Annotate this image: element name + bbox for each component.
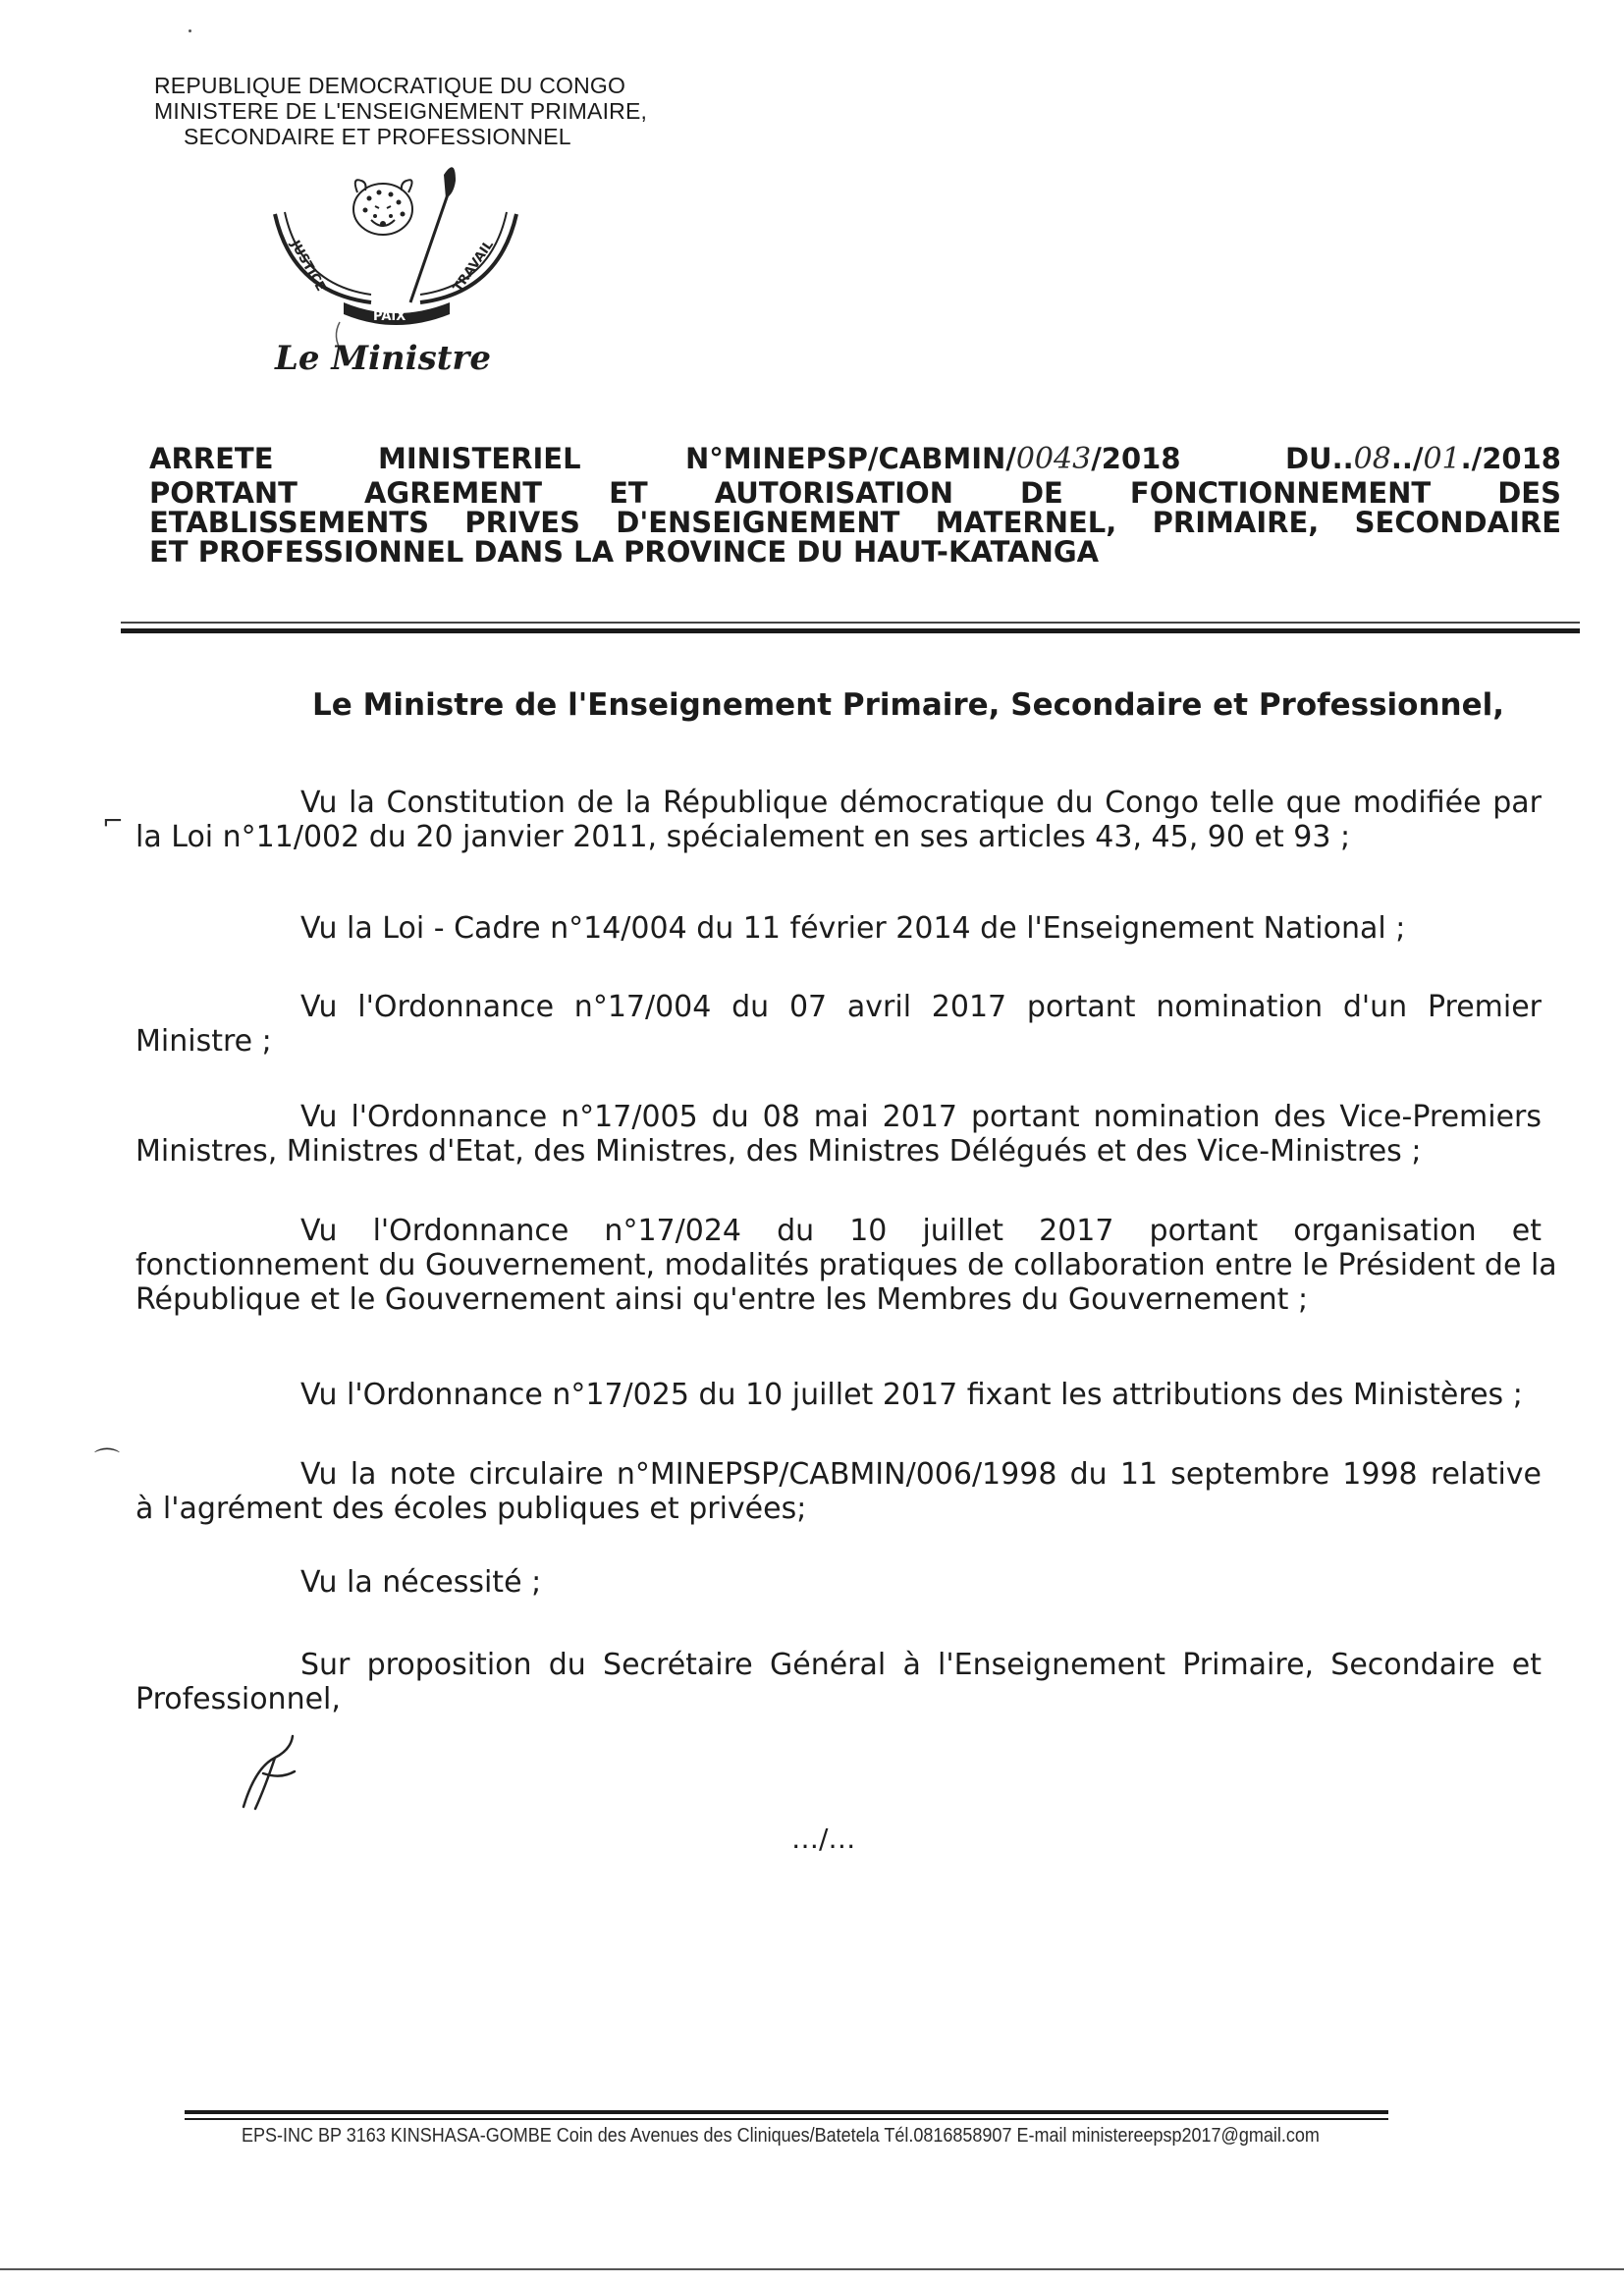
footer-address: EPS-INC BP 3163 KINSHASA-GOMBE Coin des Avenues des Cliniques/Batetela Tél.0816858907 E-mail ministereepsp2017@gmail.com — [242, 2125, 1320, 2147]
decree-title-line3: ETABLISSEMENTS PRIVES D'ENSEIGNEMENT MATERNEL, PRIMAIRE, SECONDAIRE — [149, 506, 1561, 539]
leopard-coat-of-arms-icon — [263, 155, 528, 361]
decree-title-line4: ET PROFESSIONNEL DANS LA PROVINCE DU HAUT-KATANGA — [149, 535, 1100, 569]
header-ministry: MINISTERE DE L'ENSEIGNEMENT PRIMAIRE, — [154, 98, 648, 124]
motto-bottom: PAIX — [373, 309, 406, 324]
decree-number-handwritten: 0043 — [1015, 442, 1092, 476]
page-bottom-rule — [0, 2268, 1624, 2270]
paragraph-proposition: Sur proposition du Secrétaire Général à l'Enseignement Primaire, Secondaire et Professionnel, — [135, 1648, 1542, 1716]
title-rule-thick — [121, 628, 1580, 633]
header-country: REPUBLIQUE DEMOCRATIQUE DU CONGO — [154, 73, 626, 98]
footer-rule — [185, 2110, 1388, 2114]
decree-title-line1: ARRETE MINISTERIEL N°MINEPSP/CABMIN/0043/2018 DU..08../01./2018 — [149, 442, 1561, 476]
paragraph-ordonnance-024: Vu l'Ordonnance n°17/024 du 10 juillet 2017 portant organisation et fonctionnement du Gouvernement, modalités pratiques de collaboration entre le Président de la République et le Gouvernement ainsi qu'entre les Membres du Gouvernement ; — [135, 1214, 1557, 1317]
signature-title: Le Ministre — [275, 339, 491, 378]
minister-heading: Le Ministre de l'Enseignement Primaire, Secondaire et Professionnel, — [312, 687, 1505, 723]
paragraph-constitution: Vu la Constitution de la République démocratique du Congo telle que modifiée par la Loi n°11/002 du 20 janvier 2011, spécialement en ses articles 43, 45, 90 et 93 ; — [135, 786, 1542, 854]
decree-day-handwritten: 08 — [1353, 442, 1391, 476]
decree-month-handwritten: 01 — [1423, 442, 1461, 476]
decree-title-line2: PORTANT AGREMENT ET AUTORISATION DE FONCTIONNEMENT DES — [149, 476, 1561, 510]
paragraph-necessite: Vu la nécessité ; — [300, 1565, 542, 1600]
footer-rule — [185, 2118, 1388, 2120]
paragraph-ordonnance-025: Vu l'Ordonnance n°17/025 du 10 juillet 2017 fixant les attributions des Ministères ; — [300, 1378, 1523, 1412]
motto-right: TRAVAIL — [450, 238, 497, 296]
paragraph-note-circulaire: Vu la note circulaire n°MINEPSP/CABMIN/006/1998 du 11 septembre 1998 relative à l'agrément des écoles publiques et privées; — [135, 1457, 1542, 1526]
scan-speck — [189, 29, 191, 32]
handwritten-initials-icon — [236, 1728, 304, 1817]
paragraph-ordonnance-004: Vu l'Ordonnance n°17/004 du 07 avril 2017 portant nomination d'un Premier Ministre ; — [135, 990, 1542, 1059]
motto-left: JUSTICE — [287, 238, 328, 295]
paragraph-ordonnance-005: Vu l'Ordonnance n°17/005 du 08 mai 2017 portant nomination des Vice-Premiers Ministres, Ministres d'Etat, des Ministres, des Ministres Délégués et des Vice-Ministres ; — [135, 1100, 1542, 1169]
header-ministry-cont: SECONDAIRE ET PROFESSIONNEL — [184, 124, 571, 149]
page-continuation: …/… — [791, 1823, 856, 1855]
title-rule-thin — [121, 622, 1580, 624]
margin-mark: ⌐ — [102, 807, 124, 837]
paragraph-loi-cadre: Vu la Loi - Cadre n°14/004 du 11 février 2014 de l'Enseignement National ; — [300, 911, 1406, 946]
margin-mark: ⌒ — [94, 1447, 121, 1477]
